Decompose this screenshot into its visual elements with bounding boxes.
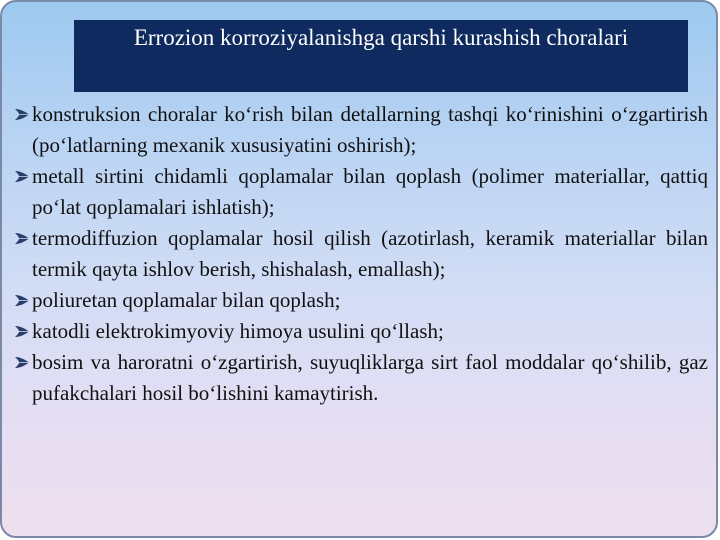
bullet-text: metall sirtini chidamli qoplamalar bilan qoplash (polimer materiallar, qattiq po‘lat qoplamalari ishlatish); — [32, 164, 708, 219]
bullet-item — [14, 223, 708, 285]
bullet-item — [14, 99, 708, 161]
bullet-item — [14, 347, 708, 409]
bullet-text: konstruksion choralar ko‘rish bilan detallarning tashqi ko‘rinishini o‘zgartirish (po‘latlarning mexanik xususiyatini oshirish); — [32, 102, 708, 157]
fleuron-arrow-icon — [14, 161, 32, 192]
slide-title: Errozion korroziyalanishga qarshi kurashish choralari — [74, 20, 688, 92]
fleuron-arrow-icon — [14, 316, 32, 347]
fleuron-arrow-icon — [14, 285, 32, 316]
fleuron-arrow-icon — [14, 223, 32, 254]
bullet-item — [14, 161, 708, 223]
bullet-text: termodiffuzion qoplamalar hosil qilish (azotirlash, keramik materiallar bilan termik qayta ishlov berish, shishalash, emallash); — [32, 226, 708, 281]
bullet-list — [14, 99, 708, 409]
bullet-item — [14, 316, 708, 347]
bullet-text: katodli elektrokimyoviy himoya usulini qo‘llash; — [32, 319, 444, 343]
fleuron-arrow-icon — [14, 99, 32, 130]
bullet-text: poliuretan qoplamalar bilan qoplash; — [32, 288, 341, 312]
bullet-text: bosim va haroratni o‘zgartirish, suyuqliklarga sirt faol moddalar qo‘shilib, gaz pufakchalari hosil bo‘lishini kamaytirish. — [32, 350, 708, 405]
fleuron-arrow-icon — [14, 347, 32, 378]
bullet-item — [14, 285, 708, 316]
